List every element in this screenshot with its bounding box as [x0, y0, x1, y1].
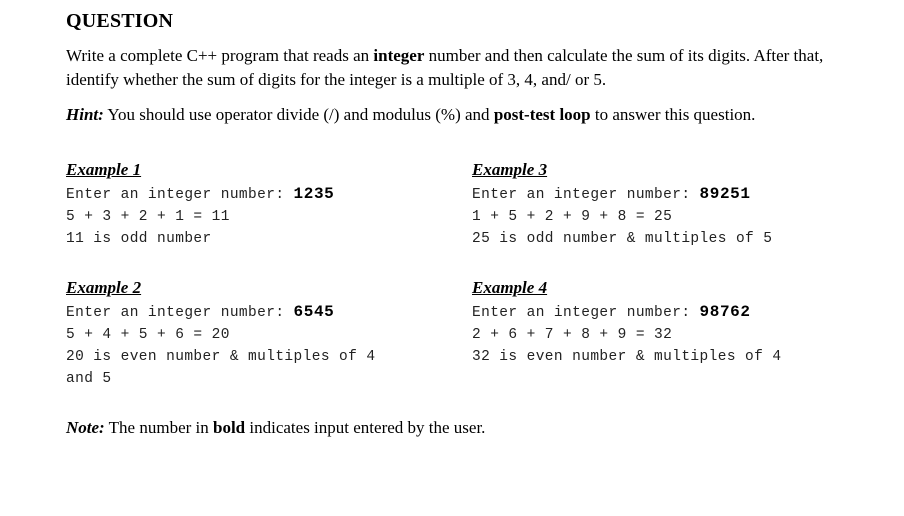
- note-paragraph: [66, 416, 485, 440]
- example-title: Example 1: [66, 160, 142, 179]
- note-text-1: The number in: [104, 418, 213, 437]
- example-title: Example 4: [472, 278, 548, 297]
- example-result: 20 is even number & multiples of 4 and 5: [66, 349, 385, 387]
- example-sum-line: 2 + 6 + 7 + 8 + 9 = 32: [472, 327, 673, 343]
- example-prompt: Enter an integer number:: [472, 305, 700, 321]
- example-sum-line: 5 + 4 + 5 + 6 = 20: [66, 327, 230, 343]
- example-input-line: [66, 182, 466, 206]
- example-4: [472, 276, 872, 368]
- note-bold-word: bold: [213, 418, 246, 437]
- example-result: 11 is odd number: [66, 231, 212, 247]
- example-1: [66, 158, 466, 250]
- note-text-2: indicates input entered by the user.: [245, 418, 486, 437]
- hint-text-1: You should use operator divide (/) and modulus (%) and: [103, 105, 494, 124]
- example-sum-line: 1 + 5 + 2 + 9 + 8 = 25: [472, 209, 673, 225]
- paragraph-text-2: number and then calculate the sum of its digits. After that, identify whether the sum of digits for the integer is a multiple of 3, 4, and/ or 5.: [66, 46, 824, 89]
- example-input-line: [472, 182, 872, 206]
- example-prompt: Enter an integer number:: [472, 187, 700, 203]
- example-prompt: Enter an integer number:: [66, 305, 294, 321]
- example-3: [472, 158, 872, 250]
- example-title: Example 2: [66, 278, 142, 297]
- hint-bold-post-test-loop: post-test loop: [493, 105, 591, 124]
- example-input-line: [472, 300, 872, 324]
- example-user-input: 1235: [293, 185, 335, 203]
- example-prompt: Enter an integer number:: [66, 187, 294, 203]
- note-label: Note:: [66, 418, 105, 437]
- example-user-input: 98762: [699, 303, 751, 321]
- question-paragraph: [66, 44, 856, 92]
- example-input-line: [66, 300, 411, 324]
- example-user-input: 6545: [293, 303, 335, 321]
- hint-paragraph: [66, 103, 856, 127]
- paragraph-bold-integer: integer: [373, 46, 425, 65]
- hint-text-2: to answer this question.: [590, 105, 756, 124]
- question-heading: QUESTION: [66, 10, 174, 32]
- example-user-input: 89251: [699, 185, 751, 203]
- example-result: 32 is even number & multiples of 4: [472, 349, 782, 365]
- example-sum-line: 5 + 3 + 2 + 1 = 11: [66, 209, 230, 225]
- example-result: 25 is odd number & multiples of 5: [472, 231, 773, 247]
- example-2: [66, 276, 411, 390]
- hint-label: Hint:: [66, 105, 104, 124]
- paragraph-text-1: Write a complete C++ program that reads an: [66, 46, 374, 65]
- example-title: Example 3: [472, 160, 548, 179]
